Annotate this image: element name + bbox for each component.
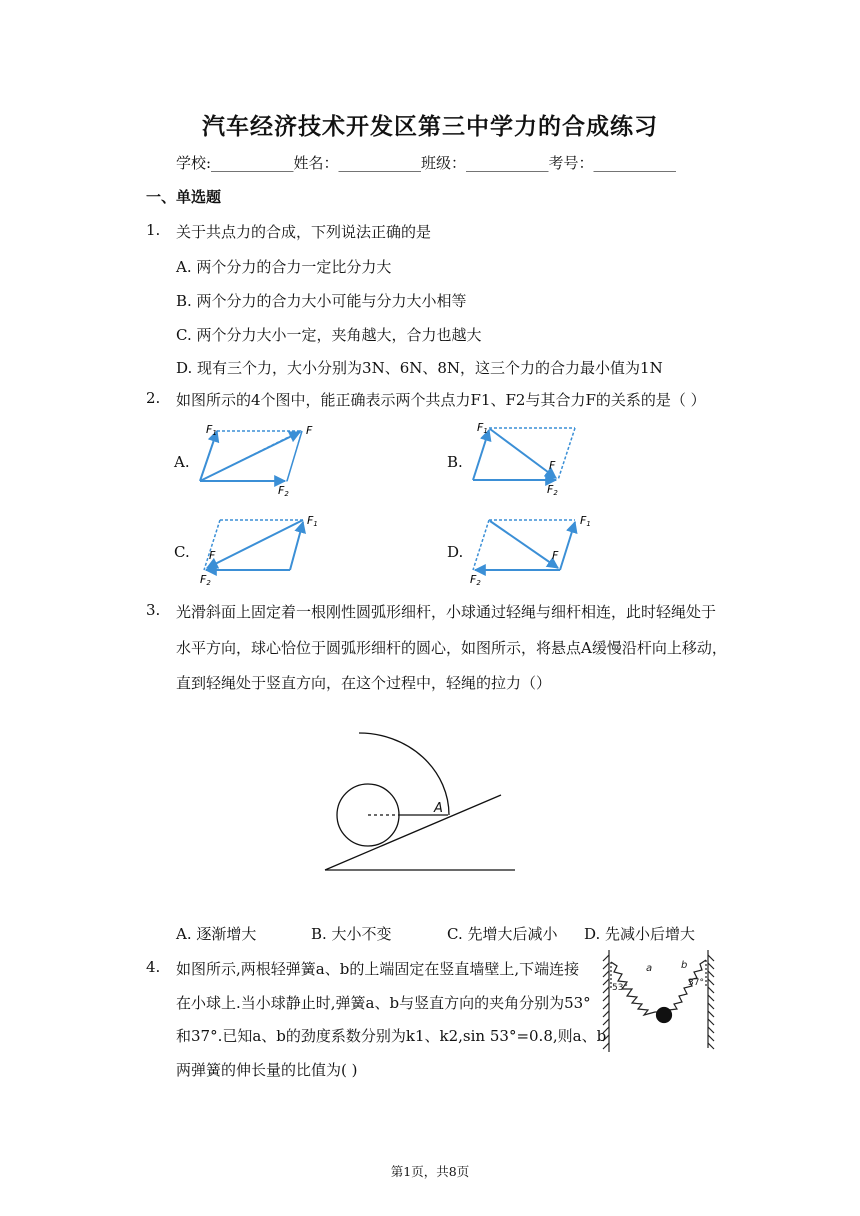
q2c-f2-label: F2 [200,573,211,587]
q3-option-a: A. 逐渐增大 [176,925,257,943]
section-heading: 一、单选题 [146,188,222,206]
q4-line-1: 如图所示,两根轻弹簧a、b的上端固定在竖直墙壁上,下端连接 [176,960,580,978]
q3-number: 3. [146,601,161,619]
q2-stem: 如图所示的4个图中，能正确表示两个共点力F1、F2与其合力F的关系的是（ ） [176,391,706,409]
q4-spring-a-label: a [646,963,653,974]
q4-line-3: 和37°.已知a、b的劲度系数分别为k1、k2,sin 53°=0.8,则a、b [176,1027,607,1045]
q2d-f-label: F [552,549,559,562]
q1-number: 1. [146,221,161,239]
q2d-f2-label: F2 [470,573,481,587]
q2-number: 2. [146,389,161,407]
q4-number: 4. [146,958,161,976]
q2d-f1-label: F1 [580,514,591,528]
q3-line-3: 直到轻绳处于竖直方向，在这个过程中，轻绳的拉力（） [176,674,552,692]
q1-option-b: B. 两个分力的合力大小可能与分力大小相等 [176,292,467,310]
q4-spring-b-label: b [681,960,688,971]
q3-option-d: D. 先减小后增大 [584,925,696,943]
q4-line-2: 在小球上.当小球静止时,弹簧a、b与竖直方向的夹角分别为53° [176,994,591,1012]
q2c-f1-label: F1 [307,514,318,528]
q3-option-c: C. 先增大后减小 [447,925,558,943]
q3-line-2: 水平方向，球心恰位于圆弧形细杆的圆心，如图所示，将悬点A缓慢沿杆向上移动， [176,639,727,657]
q2-figure-a [200,423,313,498]
q3-point-a-label: A [434,801,443,816]
q2-figure-d [470,514,591,587]
q2a-f-label: F [306,424,313,437]
q2-label-b: B. [447,453,463,471]
q4-line-4: 两弹簧的伸长量的比值为( ) [176,1061,358,1079]
student-info-line: 学校:___________姓名：___________班级：___________考号：___________ [176,154,677,172]
q3-figure [325,733,515,870]
page-footer: 第1页，共8页 [390,1164,470,1179]
q1-option-a: A. 两个分力的合力一定比分力大 [176,258,392,276]
q2-label-a: A. [174,453,190,471]
q2-label-d: D. [447,543,464,561]
q4-angle-a-label: 53° [612,983,628,993]
q2-figure-b [473,421,575,497]
q4-angle-b-label: 37° [688,978,704,988]
q2c-f-label: F [209,549,216,562]
q2-label-c: C. [174,543,190,561]
q3-line-1: 光滑斜面上固定着一根刚性圆弧形细杆，小球通过轻绳与细杆相连，此时轻绳处于 [176,603,717,621]
page-title: 汽车经济技术开发区第三中学力的合成练习 [202,113,658,140]
q4-figure [603,950,714,1052]
q1-stem: 关于共点力的合成，下列说法正确的是 [176,223,432,241]
q1-option-c: C. 两个分力大小一定，夹角越大，合力也越大 [176,326,482,344]
q2b-f2-label: F2 [547,483,558,497]
q2b-f1-label: F1 [477,421,488,435]
q3-option-b: B. 大小不变 [311,925,392,943]
q1-option-d: D. 现有三个力，大小分别为3N、6N、8N，这三个力的合力最小值为1N [176,359,663,377]
q2a-f2-label: F2 [278,484,289,498]
q2b-f-label: F [549,459,556,472]
q2-figure-c [200,514,318,587]
q2a-f1-label: F1 [206,423,217,437]
